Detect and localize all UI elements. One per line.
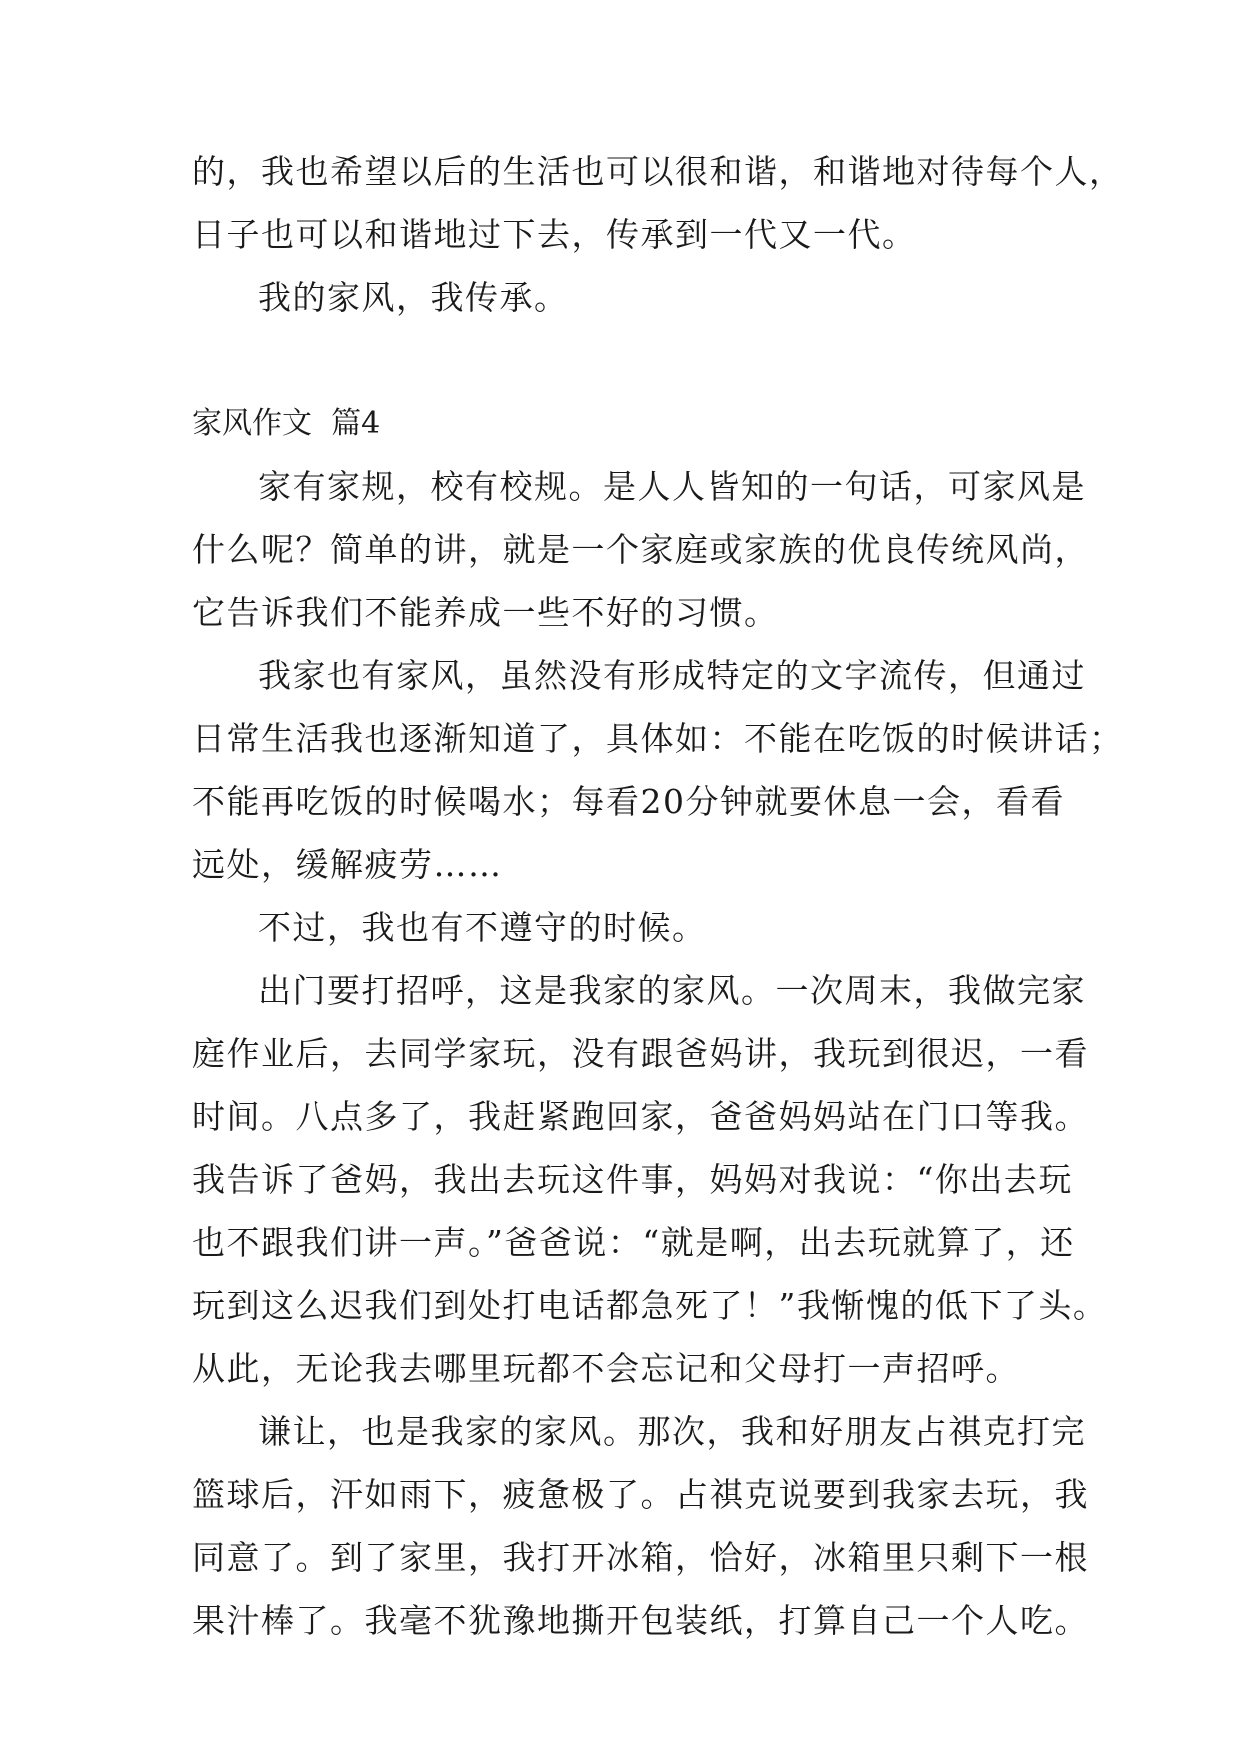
text-line: 庭作业后，去同学家玩，没有跟爸妈讲，我玩到很迟，一看 [192,1034,1089,1073]
paragraph-3 [192,896,1072,959]
text-line: 果汁棒了。我毫不犹豫地撕开包装纸，打算自己一个人吃。 [192,1601,1089,1640]
text-line: 日常生活我也逐渐知道了，具体如：不能在吃饭的时候讲话； [192,719,1124,758]
text-line: 远处，缓解疲劳…… [192,845,503,884]
text-line: 我告诉了爸妈，我出去玩这件事，妈妈对我说：“你出去玩 [192,1160,1073,1199]
intro-paragraph [192,140,1124,266]
text-line: 日子也可以和谐地过下去，传承到一代又一代。 [192,215,917,254]
section-title: 家风作文 篇4 [192,406,381,441]
text-line: 也不跟我们讲一声。”爸爸说：“就是啊，出去玩就算了，还 [192,1223,1075,1262]
paragraph-5 [192,1400,1089,1652]
text-line: 的，我也希望以后的生活也可以很和谐，和谐地对待每个人， [192,152,1124,191]
paragraph-1 [192,455,1089,644]
text-line: 不过，我也有不遵守的时候。 [258,908,707,947]
text-line: 出门要打招呼，这是我家的家风。一次周末，我做完家 [258,971,1086,1010]
text-line: 从此，无论我去哪里玩都不会忘记和父母打一声招呼。 [192,1349,1020,1388]
text-line: 我家也有家风，虽然没有形成特定的文字流传，但通过 [258,656,1086,695]
text-line: 玩到这么迟我们到处打电话都急死了！”我惭愧的低下了头。 [192,1286,1108,1325]
text-line: 它告诉我们不能养成一些不好的习惯。 [192,593,779,632]
section-spacer [192,329,1072,392]
paragraph-4 [192,959,1108,1400]
text-line: 不能再吃饭的时候喝水；每看20分钟就要休息一会，看看 [192,782,1065,821]
text-line: 同意了。到了家里，我打开冰箱，恰好，冰箱里只剩下一根 [192,1538,1089,1577]
text-line: 篮球后，汗如雨下，疲惫极了。占祺克说要到我家去玩，我 [192,1475,1089,1514]
text-line: 什么呢？简单的讲，就是一个家庭或家族的优良传统风尚， [192,530,1089,569]
paragraph-2 [192,644,1124,896]
text-line: 谦让，也是我家的家风。那次，我和好朋友占祺克打完 [258,1412,1086,1451]
text-line: 时间。八点多了，我赶紧跑回家，爸爸妈妈站在门口等我。 [192,1097,1089,1136]
document-page [192,140,1124,1652]
closing-sentence: 我的家风，我传承。 [258,278,569,317]
text-line: 家有家规，校有校规。是人人皆知的一句话，可家风是 [258,467,1086,506]
